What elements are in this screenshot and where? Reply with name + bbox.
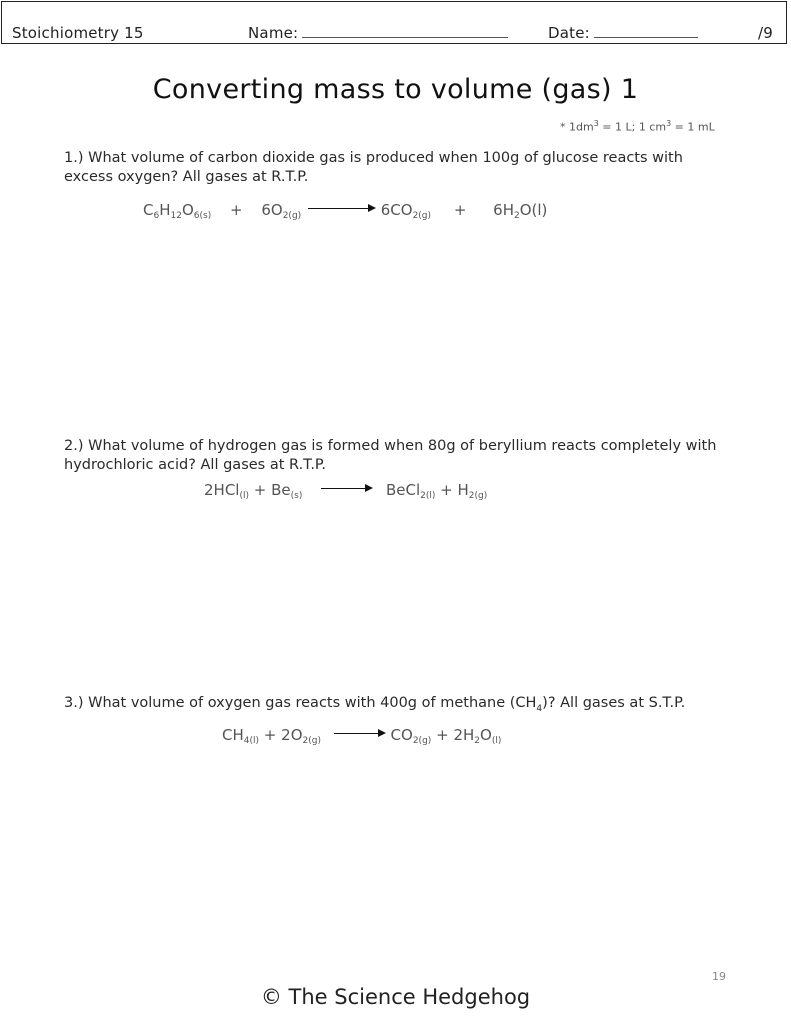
score-label: /9	[758, 24, 773, 42]
copyright-footer: © The Science Hedgehog	[260, 985, 531, 1009]
plus-sign: +	[440, 481, 453, 499]
note-exponent: 3	[593, 119, 599, 128]
reactant: $C_6H_{12}O_{6(s)}$	[143, 201, 212, 221]
product: $6H_2O(l)$	[493, 201, 548, 221]
product: BeCl$_{2(l)}$	[385, 481, 436, 501]
question-text: What volume of oxygen gas reacts with 400g of methane $(CH_4)$? All gases at S.T.P.	[88, 695, 686, 714]
page-number: 19	[712, 970, 726, 983]
product: $H_{2(g)}$	[457, 481, 488, 501]
worksheet-header	[1, 1, 787, 44]
question-2	[64, 437, 734, 475]
product: $CO_{2(g)}$	[390, 726, 432, 746]
question-text: What volume of hydrogen gas is formed when 80g of beryllium reacts completely with hydrochloric acid? All gases at R.T.P.	[64, 438, 717, 473]
name-field[interactable]	[302, 24, 508, 38]
question-1	[64, 149, 734, 187]
question-number: 2.)	[64, 438, 84, 454]
product: $2H_2O_{(l)}$	[453, 726, 502, 746]
reactant: $Be_{(s)}$	[271, 481, 303, 501]
date-field[interactable]	[594, 24, 698, 38]
name-label: Name:	[248, 24, 299, 42]
reactant: $6O_{2(g)}$	[261, 201, 302, 221]
plus-sign: +	[229, 201, 243, 219]
question-number: 1.)	[64, 150, 84, 166]
plus-sign: +	[436, 726, 449, 744]
equation-1	[143, 201, 547, 221]
worksheet-label: Stoichiometry 15	[12, 24, 144, 42]
reactant: $CH_{4(l)}$	[222, 726, 260, 746]
note-part: * 1dm	[560, 120, 594, 134]
note-part: = 1 L; 1 cm	[598, 120, 667, 134]
question-text: What volume of carbon dioxide gas is produced when 100g of glucose reacts with excess oxygen? All gases at R.T.P.	[64, 150, 683, 185]
page-title: Converting mass to volume (gas) 1	[152, 74, 639, 105]
equation-3	[222, 726, 501, 746]
note-exponent: 3	[666, 119, 672, 128]
question-3	[64, 694, 734, 719]
plus-sign: +	[453, 201, 467, 219]
equation-2	[204, 481, 487, 501]
plus-sign: +	[263, 726, 277, 744]
unit-conversion-note	[560, 119, 715, 134]
question-number: 3.)	[64, 695, 84, 711]
note-part: = 1 mL	[671, 120, 715, 134]
reaction-arrow-icon	[334, 733, 384, 734]
reactant: 2HCl$_{(l)}$	[204, 481, 249, 501]
name-field-group	[248, 24, 508, 42]
reaction-arrow-icon	[308, 208, 374, 209]
product: $6CO_{2(g)}$	[380, 201, 432, 221]
reaction-arrow-icon	[321, 488, 371, 489]
reactant: $2O_{2(g)}$	[281, 726, 321, 746]
plus-sign: +	[253, 481, 267, 499]
date-field-group	[548, 24, 698, 42]
date-label: Date:	[548, 24, 590, 42]
